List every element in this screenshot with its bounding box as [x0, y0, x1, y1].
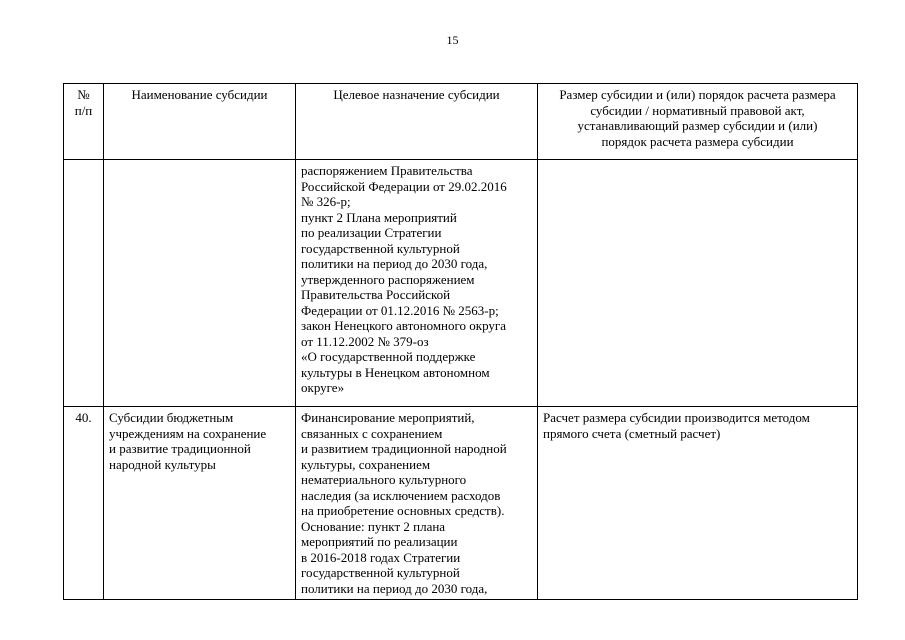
header-size-line: субсидии / нормативный правовой акт, — [590, 102, 805, 118]
purpose-line: № 326-р; — [301, 194, 351, 209]
purpose-line: связанных с сохранением — [301, 425, 443, 441]
cell-number — [64, 160, 104, 407]
purpose-line: закон Ненецкого автономного округа — [301, 318, 507, 333]
purpose-line: культуры в Ненецком автономном — [301, 364, 490, 380]
table-row-40 — [64, 407, 858, 600]
purpose-line: Финансирование мероприятий, — [301, 410, 475, 425]
purpose-line: политики на период до 2030 года, — [301, 256, 488, 271]
name-line: Субсидии бюджетным — [109, 410, 234, 425]
purpose-line: распоряжением Правительства — [301, 163, 473, 178]
cell-subsidy-name — [104, 160, 296, 407]
cell-subsidy-size — [538, 160, 858, 407]
cell-number: 40. — [64, 407, 104, 600]
purpose-line: наследия (за исключением расходов — [301, 487, 501, 503]
purpose-line: политики на период до 2030 года, — [301, 580, 488, 596]
name-line: учреждениям на сохранение — [109, 425, 267, 441]
header-number — [64, 84, 104, 160]
cell-subsidy-purpose — [296, 407, 538, 600]
header-size-line: устанавливающий размер субсидии и (или) — [577, 118, 818, 133]
name-line: народной культуры — [109, 456, 216, 472]
purpose-line: мероприятий по реализации — [301, 534, 458, 549]
header-size-line: Размер субсидии и (или) порядок расчета размера — [559, 87, 836, 102]
table-row-continued — [64, 160, 858, 407]
header-number-line: № — [77, 87, 90, 102]
name-line: и развитие традиционной — [109, 441, 251, 456]
purpose-line: на приобретение основных средств). — [301, 503, 505, 518]
cell-subsidy-name — [104, 407, 296, 600]
purpose-line: от 11.12.2002 № 379-оз — [301, 333, 429, 349]
purpose-line: Основание: пункт 2 плана — [301, 518, 446, 534]
purpose-line: Федерации от 01.12.2016 № 2563-р; — [301, 302, 499, 318]
header-subsidy-name: Наименование субсидии — [104, 84, 296, 160]
purpose-line: государственной культурной — [301, 565, 460, 580]
purpose-line: Российской Федерации от 29.02.2016 — [301, 178, 507, 194]
purpose-line: по реализации Стратегии — [301, 225, 442, 240]
page-number: 15 — [446, 33, 459, 47]
purpose-line: округе» — [301, 380, 345, 395]
size-line: Расчет размера субсидии производится методом — [543, 410, 810, 425]
cell-subsidy-purpose — [296, 160, 538, 407]
purpose-line: нематериального культурного — [301, 472, 467, 487]
header-subsidy-purpose: Целевое назначение субсидии — [296, 84, 538, 160]
header-size-line: порядок расчета размера субсидии — [601, 133, 794, 149]
header-subsidy-size — [538, 84, 858, 160]
header-number-line: п/п — [74, 102, 93, 118]
purpose-line: и развитием традиционной народной — [301, 441, 507, 456]
table-header-row — [64, 84, 858, 160]
purpose-line: в 2016-2018 годах Стратегии — [301, 549, 461, 565]
purpose-line: государственной культурной — [301, 240, 460, 256]
size-line: прямого счета (сметный расчет) — [543, 425, 721, 441]
purpose-line: пункт 2 Плана мероприятий — [301, 209, 457, 225]
cell-subsidy-size — [538, 407, 858, 600]
purpose-line: «О государственной поддержке — [301, 349, 476, 364]
purpose-line: утвержденного распоряжением — [301, 271, 475, 287]
purpose-line: культуры, сохранением — [301, 456, 431, 472]
subsidy-table — [63, 83, 858, 600]
purpose-line: Правительства Российской — [301, 287, 451, 302]
